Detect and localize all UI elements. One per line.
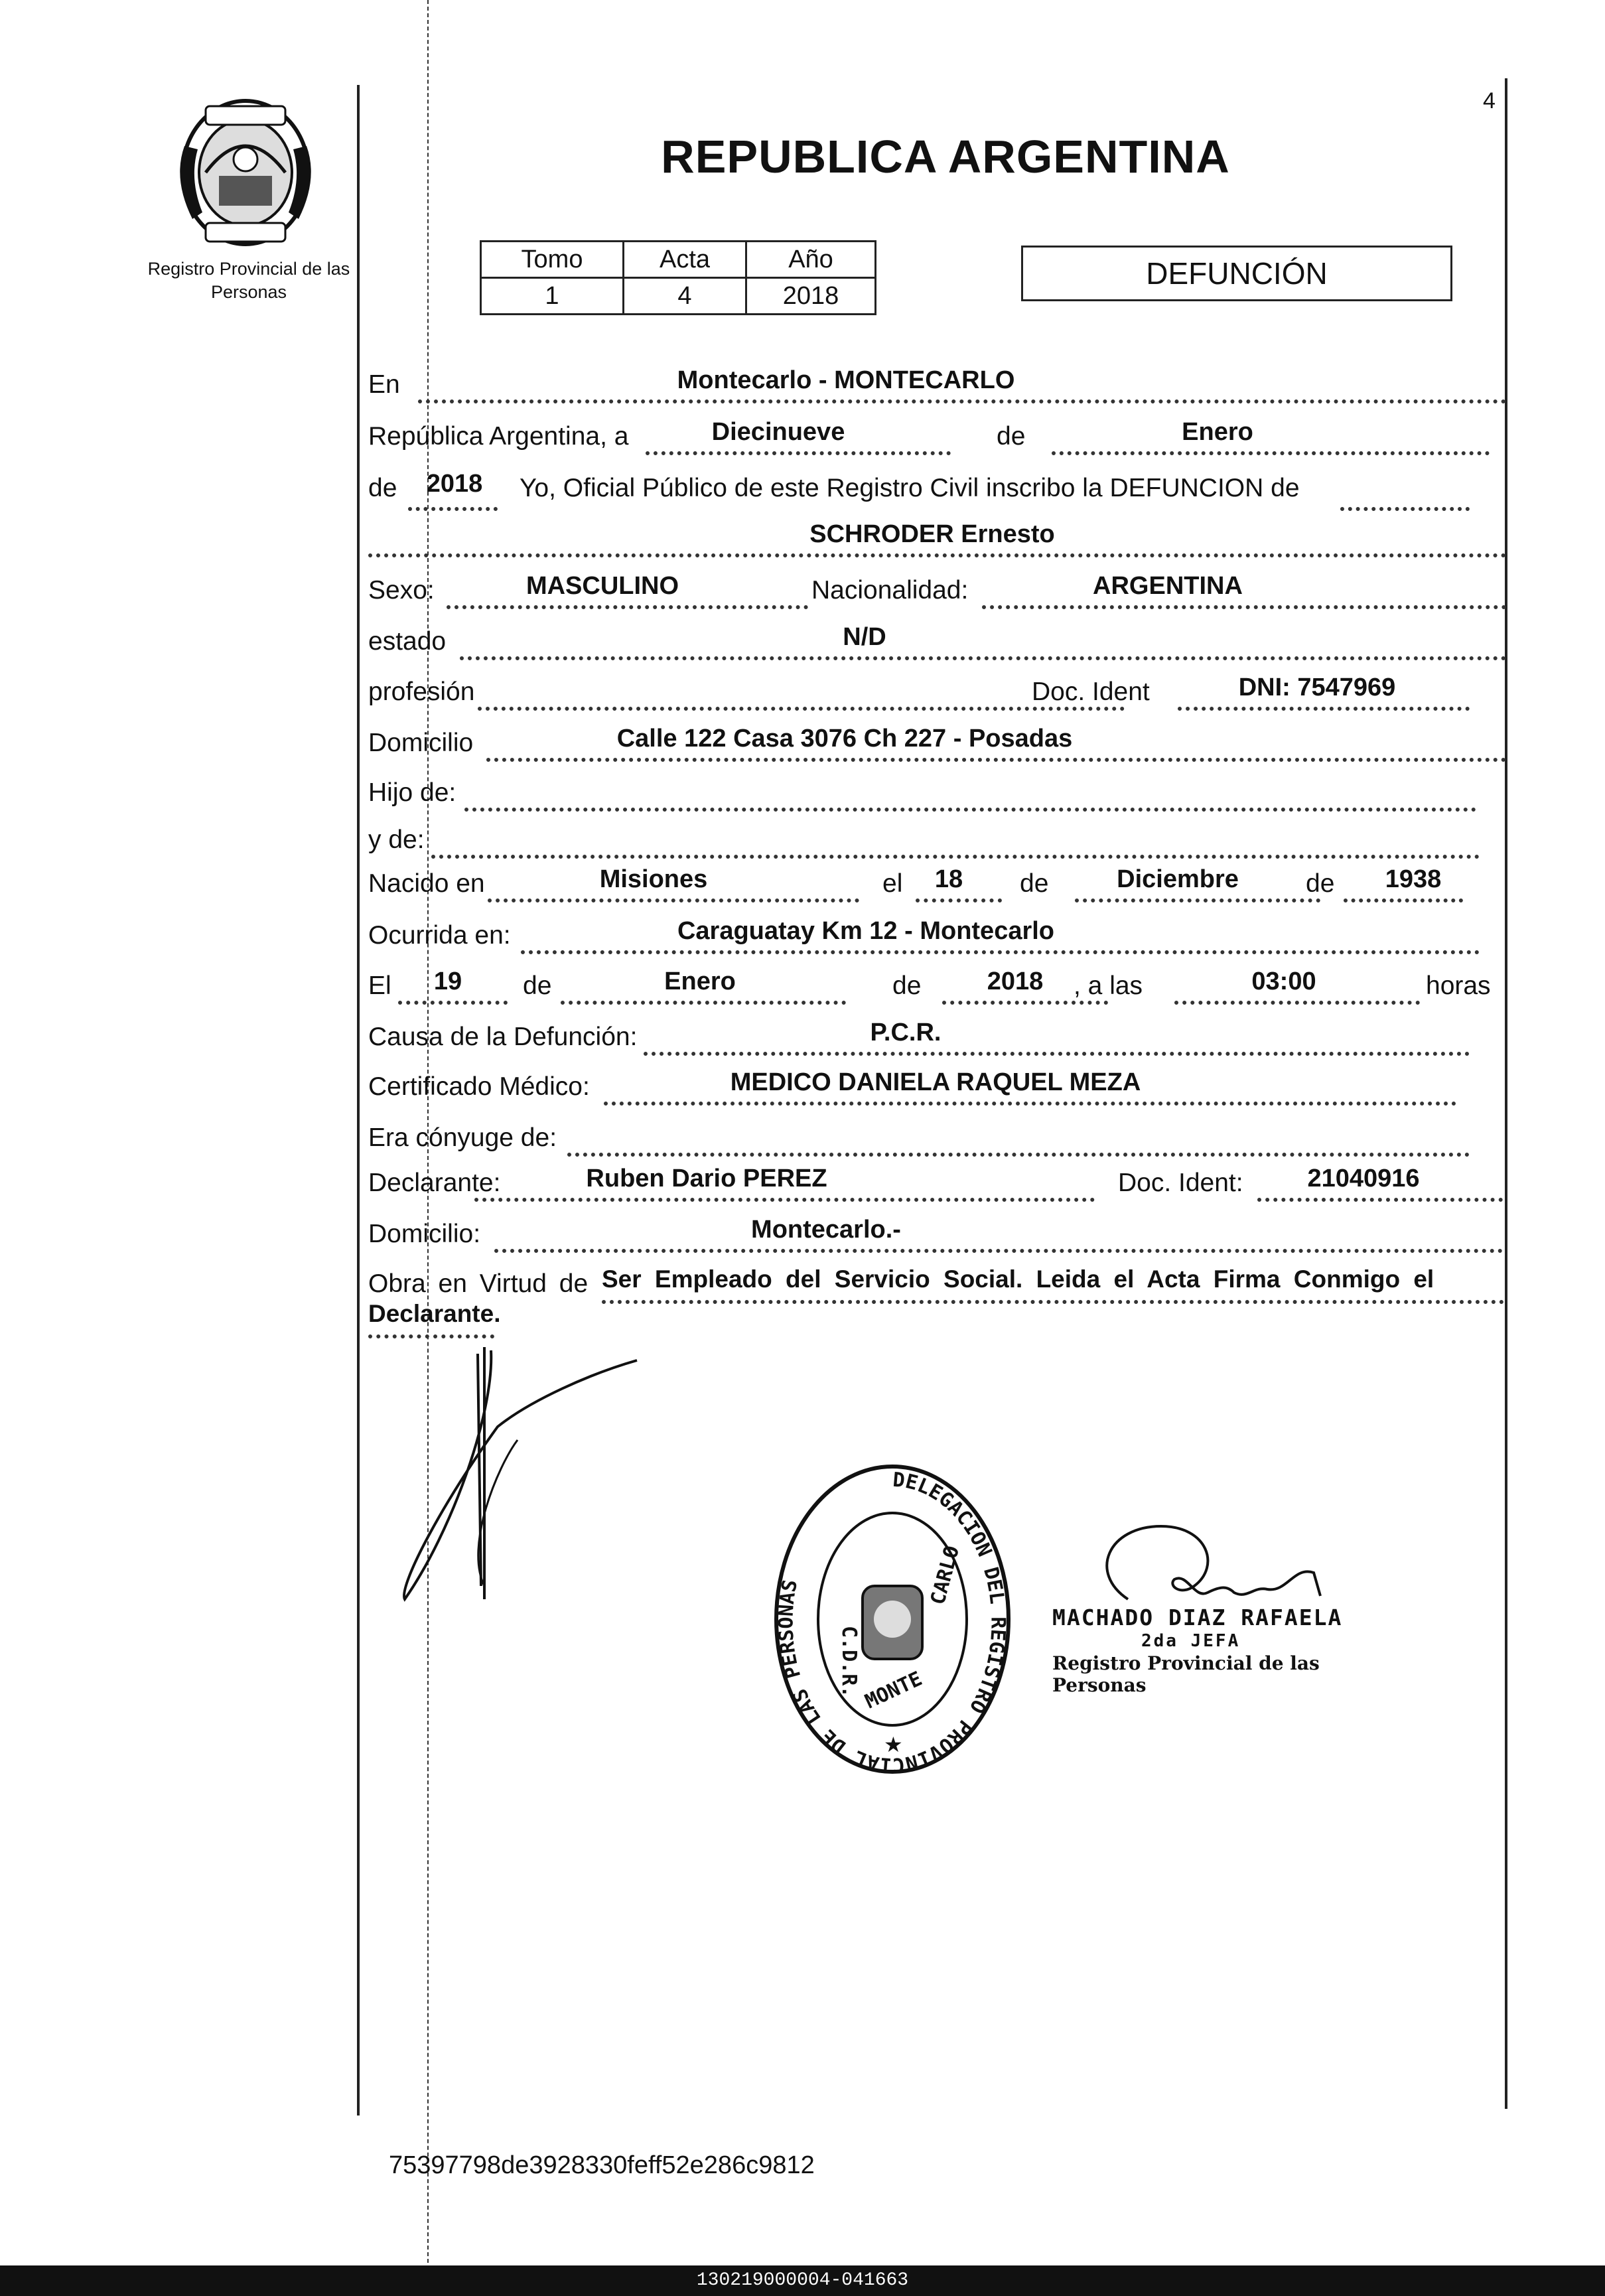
nacido-value: Misiones — [599, 865, 708, 893]
nacionalidad-label: Nacionalidad: — [811, 576, 969, 605]
birth-month: Diciembre — [1117, 865, 1239, 893]
record-type-box: DEFUNCIÓN — [1021, 246, 1452, 301]
tomo-header: Tomo — [481, 242, 624, 278]
death-year-dotted-line — [942, 1001, 1108, 1005]
month-value: Enero — [1182, 418, 1253, 446]
inscription-row — [368, 468, 1506, 522]
birth-year-dotted-line — [1344, 898, 1463, 902]
death-month: Enero — [664, 968, 736, 995]
year-dotted-line — [408, 507, 498, 511]
death-month-dotted-line — [561, 1001, 846, 1005]
anio-header: Año — [746, 242, 876, 278]
month-dotted-line — [1052, 451, 1490, 455]
de-label-5: de — [892, 971, 922, 1000]
document-hash: 75397798de3928330feff52e286c9812 — [389, 2151, 815, 2179]
declarante-value: Ruben Dario PEREZ — [586, 1165, 827, 1192]
death-day-dotted-line — [398, 1001, 508, 1005]
doc-ident-dotted-line — [1178, 707, 1470, 711]
doc-ident2-label: Doc. Ident: — [1118, 1169, 1243, 1197]
nacionalidad-dotted-line — [982, 605, 1506, 609]
causa-label: Causa de la Defunción: — [368, 1023, 638, 1051]
profesion-label: profesión — [368, 678, 475, 706]
yde-label: y de: — [368, 825, 425, 854]
signatory-office: Registro Provincial de las Personas — [1052, 1652, 1320, 1696]
place-dotted-line — [418, 399, 1506, 403]
death-time: 03:00 — [1251, 968, 1316, 995]
signatory-name: MACHADO DIAZ RAFAELA — [1052, 1605, 1343, 1630]
el-label-2: El — [368, 971, 391, 1000]
seal-inner-right: CARLO — [926, 1543, 965, 1608]
causa-value: P.C.R. — [870, 1019, 942, 1046]
nacido-label: Nacido en — [368, 869, 485, 898]
sexo-label: Sexo: — [368, 576, 435, 605]
birth-day-dotted-line — [916, 898, 1002, 902]
name-dotted-line — [368, 553, 1506, 557]
sexo-value: MASCULINO — [525, 572, 679, 600]
de-label-2: de — [1020, 869, 1049, 898]
nacionalidad-value: ARGENTINA — [1093, 572, 1243, 600]
day-dotted-line — [646, 451, 951, 455]
death-time-dotted-line — [1174, 1001, 1420, 1005]
republica-label: República Argentina, a — [368, 422, 629, 451]
declarante-dotted-line — [474, 1198, 1095, 1202]
acta-header: Acta — [624, 242, 746, 278]
domicilio-label: Domicilio — [368, 729, 474, 757]
domicilio-dotted-line — [486, 758, 1506, 762]
year-value: 2018 — [426, 470, 483, 498]
page-number: 4 — [1483, 88, 1496, 113]
registrar-signature-block — [1035, 1486, 1387, 1719]
death-date-row — [368, 966, 1506, 1019]
sex-nationality-row — [368, 571, 1506, 624]
alas-label: , a las — [1074, 971, 1143, 1000]
province-coat-of-arms-logo — [166, 93, 325, 252]
estado-label: estado — [368, 627, 447, 656]
conyuge-dotted-line — [567, 1153, 1470, 1157]
record-reference-table — [480, 240, 876, 315]
doc-ident-value: DNI: 7547969 — [1238, 674, 1396, 701]
hijo-label: Hijo de: — [368, 778, 456, 807]
domicilio2-label: Domicilio: — [368, 1220, 481, 1248]
conyuge-label: Era cónyuge de: — [368, 1123, 557, 1152]
day-value: Diecinueve — [711, 418, 845, 446]
nacido-dotted-line — [488, 898, 859, 902]
birth-day: 18 — [934, 865, 963, 893]
date-row — [368, 417, 1506, 470]
acta-value: 4 — [624, 278, 746, 315]
de-label-3: de — [1306, 869, 1335, 898]
certificado-label: Certificado Médico: — [368, 1072, 590, 1101]
domicilio2-dotted-line — [494, 1249, 1503, 1253]
ocurrida-dotted-line — [521, 950, 1480, 954]
death-day: 19 — [433, 968, 462, 995]
inscribo-text: Yo, Oficial Público de este Registro Civil inscribo la DEFUNCION de — [520, 474, 1300, 502]
el-label: el — [882, 869, 903, 898]
ocurrida-row — [368, 916, 1506, 969]
official-seal — [770, 1460, 1015, 1778]
causa-row — [368, 1017, 1506, 1070]
en-label: En — [368, 370, 400, 399]
obra-value-line2: Declarante. — [368, 1300, 501, 1327]
certificado-dotted-line — [604, 1102, 1456, 1106]
estado-value: N/D — [843, 623, 886, 651]
domicilio2-value: Montecarlo.- — [751, 1216, 901, 1244]
ocurrida-value: Caraguatay Km 12 - Montecarlo — [677, 917, 1055, 945]
obra-dotted-line-1 — [602, 1300, 1504, 1304]
hijo-dotted-line — [464, 808, 1476, 812]
obra-label: Obra en Virtud de — [368, 1269, 589, 1298]
deceased-name-row — [368, 519, 1506, 572]
left-margin-line — [357, 85, 360, 2116]
birth-year: 1938 — [1385, 865, 1442, 893]
tomo-value: 1 — [481, 278, 624, 315]
death-year: 2018 — [987, 968, 1044, 995]
birth-row — [368, 864, 1506, 917]
year-prefix-label: de — [368, 474, 397, 502]
seal-ring-text: DELEGACION DEL REGISTRO PROVINCIAL DE LAS PERSONAS — [774, 1468, 1010, 1777]
deceased-name: SCHRODER Ernesto — [809, 520, 1055, 548]
de-label: de — [997, 422, 1026, 451]
obra-value-line1: Ser Empleado del Servicio Social. Leida el Acta Firma Conmigo el — [602, 1265, 1434, 1293]
domicilio-value: Calle 122 Casa 3076 Ch 227 - Posadas — [616, 725, 1073, 753]
domicilio-row — [368, 723, 1506, 776]
doc-ident2-dotted-line — [1257, 1198, 1503, 1202]
causa-dotted-line — [644, 1052, 1470, 1056]
declarant-signature — [385, 1334, 650, 1613]
seal-bottom-text: MONTE — [861, 1667, 926, 1714]
horas-label: horas — [1426, 971, 1491, 1000]
place-value: Montecarlo - MONTECARLO — [677, 366, 1015, 394]
profession-row — [368, 672, 1506, 725]
sexo-dotted-line — [447, 605, 808, 609]
certificado-row — [368, 1067, 1506, 1120]
svg-text:★: ★ — [884, 1733, 903, 1757]
place-row — [368, 365, 1506, 418]
profesion-dotted-line — [478, 707, 1125, 711]
footer-code: 130219000004-041663 — [0, 2265, 1605, 2296]
certificado-value: MEDICO DANIELA RAQUEL MEZA — [730, 1068, 1141, 1096]
inscribo-dotted-line — [1340, 507, 1470, 511]
birth-month-dotted-line — [1075, 898, 1320, 902]
seal-inner-left: C.D.R. — [837, 1626, 861, 1698]
de-label-4: de — [523, 971, 552, 1000]
registry-name: Registro Provincial de las Personas — [147, 259, 350, 302]
anio-value: 2018 — [746, 278, 876, 315]
declarante-row — [368, 1163, 1506, 1216]
hijo-row — [368, 773, 1506, 826]
doc-ident2-value: 21040916 — [1307, 1165, 1420, 1192]
ocurrida-label: Ocurrida en: — [368, 921, 511, 950]
yde-dotted-line — [431, 855, 1480, 859]
page-title: REPUBLICA ARGENTINA — [661, 131, 1230, 182]
declarante-label: Declarante: — [368, 1169, 501, 1197]
signatory-role: 2da JEFA — [1141, 1631, 1241, 1651]
estado-row — [368, 622, 1506, 675]
estado-dotted-line — [460, 656, 1506, 660]
doc-ident-label: Doc. Ident — [1032, 678, 1150, 706]
domicilio2-row — [368, 1214, 1506, 1267]
